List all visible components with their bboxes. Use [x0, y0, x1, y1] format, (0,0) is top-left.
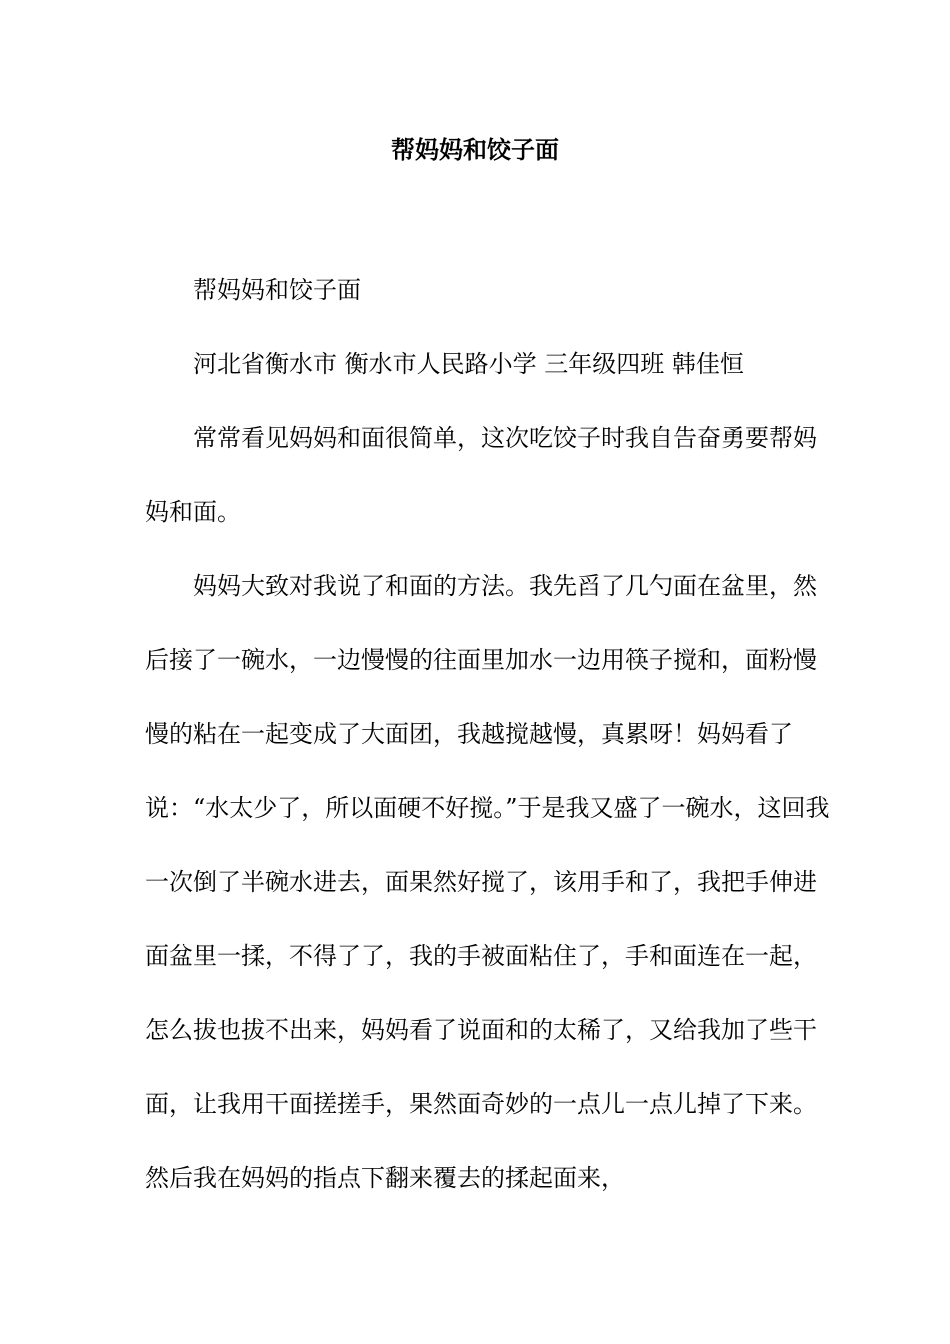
paragraph-intro: 常常看见妈妈和面很简单，这次吃饺子时我自告奋勇要帮妈妈和面。 [145, 424, 817, 526]
paragraph-author: 河北省衡水市 衡水市人民路小学 三年级四班 韩佳恒 [193, 350, 744, 378]
paragraph-subtitle: 帮妈妈和饺子面 [193, 276, 361, 304]
paragraph-main: 妈妈大致对我说了和面的方法。我先舀了几勺面在盆里，然后接了一碗水，一边慢慢的往面里加水一边用筷子搅和，面粉慢慢的粘在一起变成了大面团，我越搅越慢，真累呀！妈妈看了说：“水太少了，所以面硬不好搅。”于是我又盛了一碗水，这回我一次倒了半碗水进去，面果然好搅了，该用手和了，我把手伸进面盆里一揉，不得了了，我的手被面粘住了，手和面连在一起，怎么拔也拔不出来，妈妈看了说面和的太稀了，又给我加了些干面，让我用干面搓搓手，果然面奇妙的一点儿一点儿掉了下来。然后我在妈妈的指点下翻来覆去的揉起面来， [145, 572, 830, 1192]
document-body [145, 253, 835, 1215]
document-title: 帮妈妈和饺子面 [391, 135, 559, 164]
